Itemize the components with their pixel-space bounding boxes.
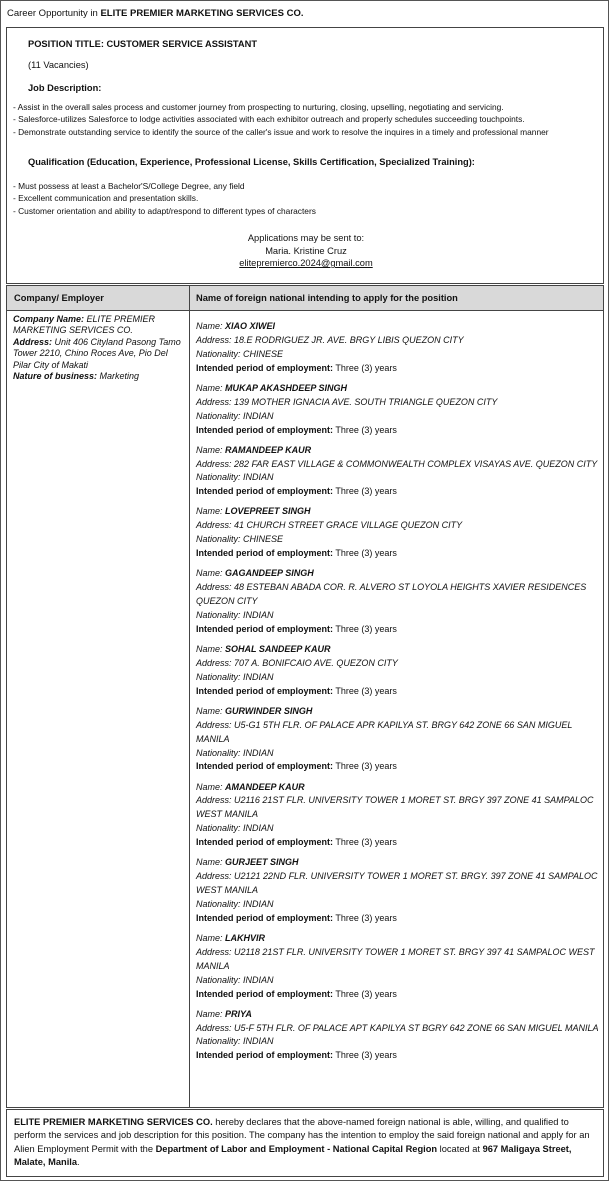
apply-instruction: Applications may be sent to: bbox=[247, 233, 365, 243]
name-label: Name: bbox=[196, 444, 226, 455]
footer-location: 967 Maligaya Street, Malate, Manila bbox=[14, 1143, 572, 1168]
period-value: Three (3) years bbox=[333, 912, 397, 923]
national-name-line bbox=[196, 444, 601, 458]
job-description-list bbox=[13, 101, 549, 138]
period-label: Intended period of employment: bbox=[196, 623, 334, 634]
national-period-line bbox=[196, 547, 601, 561]
national-name: PRIYA bbox=[225, 1008, 252, 1019]
national-name: GAGANDEEP SINGH bbox=[225, 568, 314, 579]
national-nationality-line bbox=[196, 1035, 601, 1049]
national-address: U2121 22ND FLR. UNIVERSITY TOWER 1 MORET ST. BRGY. 397 ZONE 41 SAMPALOC WEST MANILA bbox=[196, 871, 598, 896]
address-label: Address: bbox=[196, 657, 235, 668]
national-entry bbox=[196, 856, 601, 926]
name-label: Name: bbox=[196, 321, 226, 331]
period-label: Intended period of employment: bbox=[196, 685, 334, 696]
name-label: Name: bbox=[196, 382, 226, 393]
name-label: Name: bbox=[196, 506, 226, 517]
national-entry bbox=[196, 444, 601, 500]
address-label: Address: bbox=[196, 458, 235, 469]
period-label: Intended period of employment: bbox=[196, 424, 334, 435]
national-name: MUKAP AKASHDEEP SINGH bbox=[225, 382, 348, 393]
column-header-employer: Company/ Employer bbox=[14, 293, 104, 303]
declaration-footer bbox=[6, 1109, 604, 1177]
national-nationality: INDIAN bbox=[243, 974, 274, 985]
national-period-line bbox=[196, 424, 601, 438]
list-item: - Salesforce-utilizes Salesforce to lodge activities associated with each exhibitor outreach and properly schedules succeeding touchpoints. bbox=[13, 113, 549, 125]
national-nationality-line bbox=[196, 348, 601, 362]
position-box bbox=[6, 27, 604, 284]
national-address-line bbox=[196, 657, 601, 671]
national-name: XIAO XIWEI bbox=[225, 321, 276, 331]
national-address: 282 FAR EAST VILLAGE & COMMONWEALTH COMPLEX VISAYAS AVE. QUEZON CITY bbox=[234, 458, 598, 469]
period-label: Intended period of employment: bbox=[196, 988, 334, 999]
national-address: U5-G1 5TH FLR. OF PALACE APR KAPILYA ST. BRGY 642 ZONE 66 SAN MIGUEL MANILA bbox=[196, 719, 573, 744]
national-entry bbox=[196, 1008, 601, 1064]
nationality-label: Nationality: bbox=[196, 747, 244, 758]
period-value: Three (3) years bbox=[333, 837, 397, 848]
address-label: Address: bbox=[196, 871, 235, 882]
period-value: Three (3) years bbox=[333, 623, 397, 634]
company-name: ELITE PREMIER MARKETING SERVICES CO. bbox=[13, 314, 156, 336]
national-nationality-line bbox=[196, 974, 601, 988]
national-nationality-line bbox=[196, 822, 601, 836]
qualification-title: Qualification (Education, Experience, Professional License, Skills Certification, Specialized Training): bbox=[28, 157, 475, 167]
employer-nationals-table bbox=[6, 285, 604, 1108]
national-period-line bbox=[196, 485, 601, 499]
footer-text-1: hereby declares that the above-named foreign national is able, willing, and qualified to perform the services and job description for this position. The company has the intention to employ the said foreign national and apply for an Alien Employment Permit with the bbox=[14, 1117, 590, 1154]
national-name-line bbox=[196, 382, 601, 396]
column-divider bbox=[189, 286, 190, 1107]
footer-text-2: located at bbox=[437, 1143, 483, 1154]
national-name: GURWINDER SINGH bbox=[225, 705, 313, 716]
period-label: Intended period of employment: bbox=[196, 912, 334, 923]
nationality-label: Nationality: bbox=[196, 348, 244, 359]
nationality-label: Nationality: bbox=[196, 1036, 244, 1047]
address-label: Address: bbox=[196, 1022, 235, 1033]
national-entry bbox=[196, 705, 601, 775]
company-cell bbox=[13, 314, 187, 382]
national-address-line bbox=[196, 870, 601, 898]
nationality-label: Nationality: bbox=[196, 410, 244, 421]
national-name: LAKHVIR bbox=[225, 932, 266, 943]
apply-contact-name: Maria. Kristine Cruz bbox=[265, 245, 347, 256]
business-nature-label: Nature of business: bbox=[13, 371, 98, 382]
footer-department: Department of Labor and Employment - National Capital Region bbox=[155, 1143, 438, 1154]
national-address: 707 A. BONIFCAIO AVE. QUEZON CITY bbox=[234, 657, 398, 668]
national-address: 139 MOTHER IGNACIA AVE. SOUTH TRIANGLE QUEZON CITY bbox=[234, 396, 498, 407]
national-name-line bbox=[196, 932, 601, 946]
national-address: 48 ESTEBAN ABADA COR. R. ALVERO ST LOYOLA HEIGHTS XAVIER RESIDENCES QUEZON CITY bbox=[196, 582, 587, 607]
list-item: - Demonstrate outstanding service to identify the source of the caller's issue and work to resolve the inquires in a timely and professional manner bbox=[13, 126, 549, 138]
national-nationality: INDIAN bbox=[243, 472, 274, 483]
national-period-line bbox=[196, 988, 601, 1002]
national-nationality: INDIAN bbox=[243, 609, 274, 620]
period-value: Three (3) years bbox=[333, 988, 397, 999]
job-description-title: Job Description: bbox=[28, 83, 102, 93]
national-entry bbox=[196, 643, 601, 699]
national-address: U2116 21ST FLR. UNIVERSITY TOWER 1 MORET ST. BRGY 397 ZONE 41 SAMPALOC WEST MANILA bbox=[196, 795, 594, 820]
table-header-row bbox=[7, 286, 603, 311]
name-label: Name: bbox=[196, 643, 226, 654]
national-address-line bbox=[196, 719, 601, 747]
period-value: Three (3) years bbox=[333, 685, 397, 696]
national-period-line bbox=[196, 912, 601, 926]
period-value: Three (3) years bbox=[333, 1050, 397, 1061]
national-address-line bbox=[196, 581, 601, 609]
national-name-line bbox=[196, 567, 601, 581]
national-entry bbox=[196, 567, 601, 637]
nationality-label: Nationality: bbox=[196, 974, 244, 985]
nationality-label: Nationality: bbox=[196, 609, 244, 620]
national-name-line bbox=[196, 320, 601, 334]
address-label: Address: bbox=[196, 946, 235, 957]
national-address-line bbox=[196, 334, 601, 348]
nationality-label: Nationality: bbox=[196, 823, 244, 834]
national-nationality-line bbox=[196, 609, 601, 623]
header-company: ELITE PREMIER MARKETING SERVICES CO. bbox=[100, 8, 304, 19]
qualification-list bbox=[13, 180, 316, 217]
national-address-line bbox=[196, 519, 601, 533]
position-title: POSITION TITLE: CUSTOMER SERVICE ASSISTANT bbox=[28, 39, 257, 49]
period-label: Intended period of employment: bbox=[196, 548, 334, 559]
national-name: GURJEET SINGH bbox=[225, 857, 299, 868]
national-nationality-line bbox=[196, 671, 601, 685]
national-period-line bbox=[196, 1049, 601, 1063]
national-name: RAMANDEEP KAUR bbox=[225, 444, 312, 455]
national-nationality: INDIAN bbox=[243, 823, 274, 834]
national-name-line bbox=[196, 781, 601, 795]
national-name: LOVEPREET SINGH bbox=[225, 506, 311, 517]
address-label: Address: bbox=[196, 582, 235, 593]
national-address: 18.E RODRIGUEZ JR. AVE. BRGY LIBIS QUEZON CITY bbox=[234, 334, 464, 345]
header-line bbox=[7, 8, 304, 19]
period-value: Three (3) years bbox=[333, 761, 397, 772]
national-period-line bbox=[196, 760, 601, 774]
footer-company: ELITE PREMIER MARKETING SERVICES CO. bbox=[14, 1117, 213, 1127]
address-label: Address: bbox=[196, 719, 235, 730]
address-label: Address: bbox=[196, 795, 235, 806]
company-address-label: Address: bbox=[13, 336, 53, 347]
period-label: Intended period of employment: bbox=[196, 837, 334, 848]
national-entry bbox=[196, 382, 601, 438]
national-address-line bbox=[196, 946, 601, 974]
list-item: - Assist in the overall sales process and customer journey from prospecting to nurturing, closing, upselling, negotiating and servicing. bbox=[13, 101, 549, 113]
list-item: - Excellent communication and presentation skills. bbox=[13, 192, 316, 204]
nationality-label: Nationality: bbox=[196, 534, 244, 545]
application-contact bbox=[7, 232, 605, 270]
period-label: Intended period of employment: bbox=[196, 362, 334, 373]
national-nationality: INDIAN bbox=[243, 671, 274, 682]
national-nationality: INDIAN bbox=[243, 898, 274, 909]
national-nationality-line bbox=[196, 533, 601, 547]
national-name-line bbox=[196, 643, 601, 657]
national-address-line bbox=[196, 458, 601, 472]
period-value: Three (3) years bbox=[333, 424, 397, 435]
nationals-cell bbox=[196, 320, 601, 1069]
name-label: Name: bbox=[196, 857, 226, 868]
company-address: Unit 406 Cityland Pasong Tamo Tower 2210, Chino Roces Ave, Pio Del Pilar City of Makati bbox=[13, 336, 181, 370]
national-nationality: CHINESE bbox=[243, 534, 284, 545]
national-name-line bbox=[196, 1008, 601, 1022]
national-name: AMANDEEP KAUR bbox=[225, 781, 305, 792]
national-name-line bbox=[196, 705, 601, 719]
vacancies: (11 Vacancies) bbox=[28, 60, 89, 70]
national-period-line bbox=[196, 623, 601, 637]
list-item: - Must possess at least a Bachelor'S/College Degree, any field bbox=[13, 180, 316, 192]
period-value: Three (3) years bbox=[333, 486, 397, 497]
national-nationality-line bbox=[196, 410, 601, 424]
national-period-line bbox=[196, 362, 601, 376]
footer-end: . bbox=[77, 1157, 80, 1168]
address-label: Address: bbox=[196, 520, 235, 531]
national-period-line bbox=[196, 685, 601, 699]
name-label: Name: bbox=[196, 568, 226, 579]
company-name-label: Company Name: bbox=[13, 314, 85, 324]
national-entry bbox=[196, 505, 601, 561]
name-label: Name: bbox=[196, 1008, 226, 1019]
column-header-nationals: Name of foreign national intending to apply for the position bbox=[196, 293, 458, 303]
name-label: Name: bbox=[196, 781, 226, 792]
national-nationality: INDIAN bbox=[243, 747, 274, 758]
national-name: SOHAL SANDEEP KAUR bbox=[225, 643, 331, 654]
national-address: 41 CHURCH STREET GRACE VILLAGE QUEZON CITY bbox=[234, 520, 463, 531]
national-nationality-line bbox=[196, 471, 601, 485]
national-nationality: INDIAN bbox=[243, 410, 274, 421]
national-nationality-line bbox=[196, 898, 601, 912]
list-item: - Customer orientation and ability to adapt/respond to different types of characters bbox=[13, 205, 316, 217]
nationality-label: Nationality: bbox=[196, 671, 244, 682]
header-prefix: Career Opportunity in bbox=[7, 8, 101, 19]
national-nationality: INDIAN bbox=[243, 1036, 274, 1047]
national-name-line bbox=[196, 505, 601, 519]
national-name-line bbox=[196, 856, 601, 870]
period-label: Intended period of employment: bbox=[196, 761, 334, 772]
national-nationality-line bbox=[196, 747, 601, 761]
period-label: Intended period of employment: bbox=[196, 1050, 334, 1061]
national-address-line bbox=[196, 1022, 601, 1036]
nationality-label: Nationality: bbox=[196, 898, 244, 909]
national-address: U2118 21ST FLR. UNIVERSITY TOWER 1 MORET ST. BRGY 397 41 SAMPALOC WEST MANILA bbox=[196, 946, 595, 971]
period-value: Three (3) years bbox=[333, 362, 397, 373]
period-label: Intended period of employment: bbox=[196, 486, 334, 497]
business-nature: Marketing bbox=[99, 371, 140, 382]
national-address-line bbox=[196, 396, 601, 410]
address-label: Address: bbox=[196, 396, 235, 407]
national-address-line bbox=[196, 794, 601, 822]
address-label: Address: bbox=[196, 334, 235, 345]
national-entry bbox=[196, 320, 601, 376]
national-entry bbox=[196, 932, 601, 1002]
nationality-label: Nationality: bbox=[196, 472, 244, 483]
apply-email-link[interactable]: elitepremierco.2024@gmail.com bbox=[239, 258, 373, 269]
name-label: Name: bbox=[196, 932, 226, 943]
national-nationality: CHINESE bbox=[243, 348, 284, 359]
period-value: Three (3) years bbox=[333, 548, 397, 559]
national-entry bbox=[196, 781, 601, 851]
name-label: Name: bbox=[196, 705, 226, 716]
national-address: U5-F 5TH FLR. OF PALACE APT KAPILYA ST BGRY 642 ZONE 66 SAN MIGUEL MANILA bbox=[234, 1022, 599, 1033]
national-period-line bbox=[196, 836, 601, 850]
